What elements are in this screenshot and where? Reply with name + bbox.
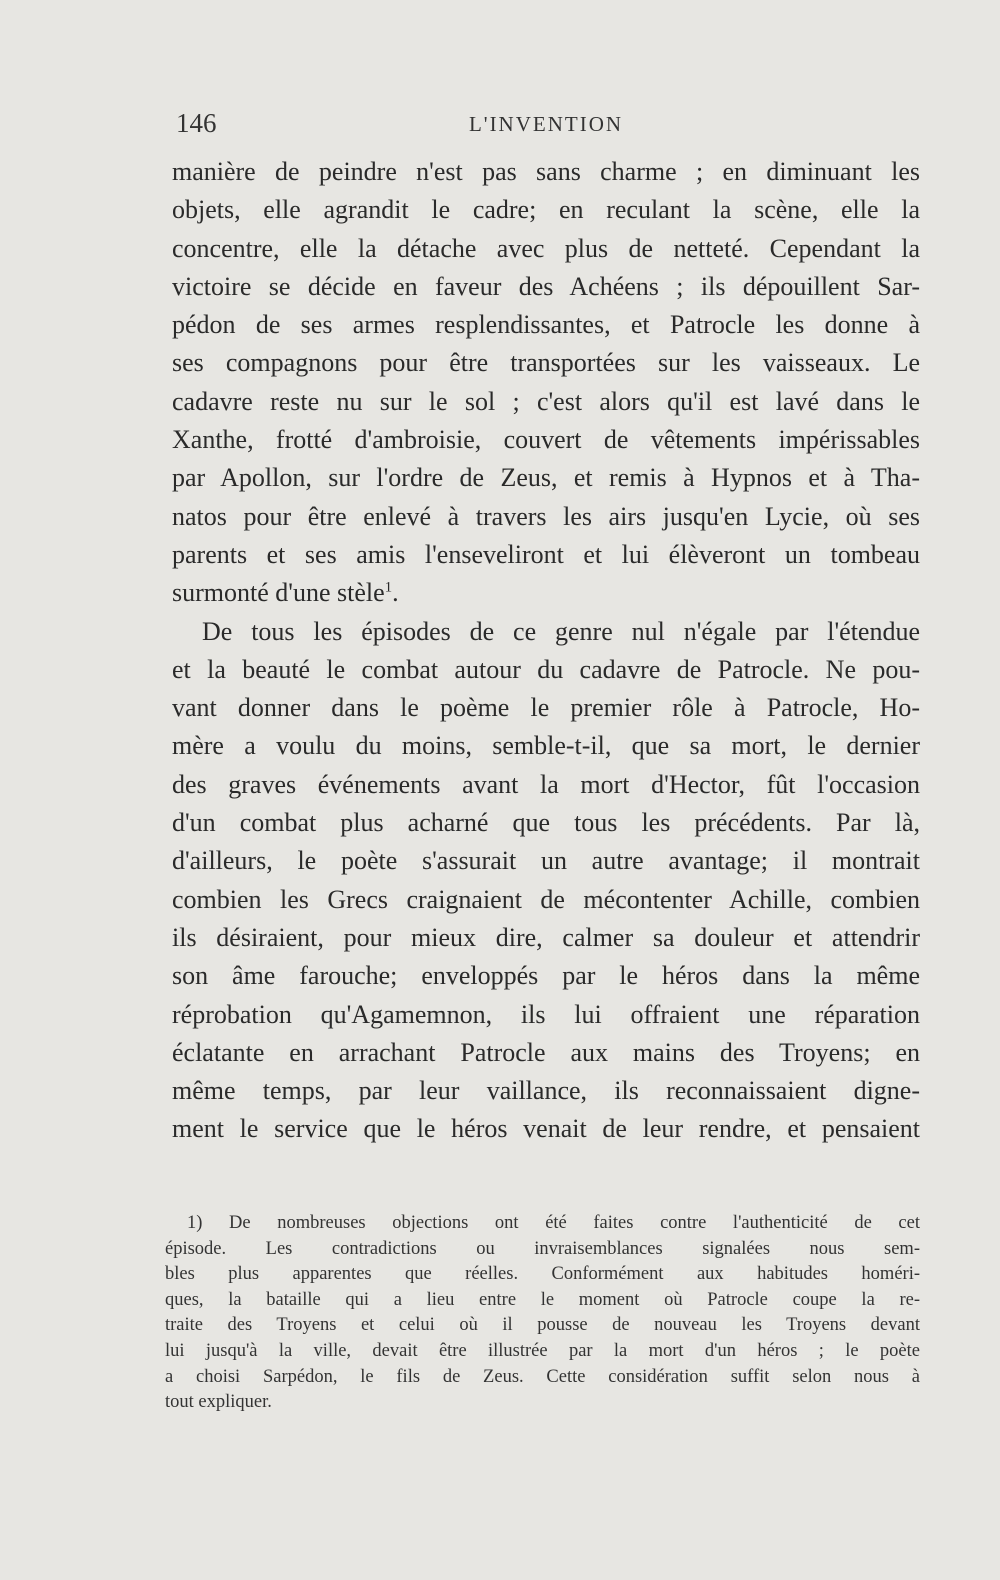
body-line: réprobation qu'Agamemnon, ils lui offraient une réparation: [172, 999, 920, 1029]
body-line: cadavre reste nu sur le sol ; c'est alors qu'il est lavé dans le: [172, 386, 920, 416]
footnote-reference: 1: [384, 579, 393, 596]
body-text: [172, 153, 920, 1149]
body-line-text: surmonté d'une stèle: [172, 578, 385, 608]
body-line: manière de peindre n'est pas sans charme ; en diminuant les: [172, 157, 920, 186]
body-line: ils désiraient, pour mieux dire, calmer sa douleur et attendrir: [172, 922, 920, 952]
body-line: son âme farouche; enveloppés par le héros dans la même: [172, 961, 920, 991]
sentence-period: .: [392, 578, 399, 608]
footnote-line: traite des Troyens et celui où il pousse de nouveau les Troyens devant: [165, 1315, 920, 1336]
body-line: natos pour être enlevé à travers les airs jusqu'en Lycie, où ses: [172, 501, 920, 531]
body-line: mère a voulu du moins, semble-t-il, que sa mort, le dernier: [172, 731, 920, 761]
body-line: Xanthe, frotté d'ambroisie, couvert de vêtements impérissables: [172, 425, 920, 455]
running-title: L'INVENTION: [468, 112, 624, 136]
body-line: pédon de ses armes resplendissantes, et Patrocle les donne à: [172, 310, 920, 340]
body-line: d'ailleurs, le poète s'assurait un autre avantage; il montrait: [172, 846, 920, 876]
body-line: objets, elle agrandit le cadre; en reculant la scène, elle la: [172, 195, 920, 225]
body-line: par Apollon, sur l'ordre de Zeus, et remis à Hypnos et à Tha-: [172, 463, 920, 493]
body-line: combien les Grecs craignaient de mécontenter Achille, combien: [172, 884, 920, 914]
body-line: et la beauté le combat autour du cadavre de Patrocle. Ne pou-: [172, 654, 920, 684]
body-line: éclatante en arrachant Patrocle aux mains des Troyens; en: [172, 1037, 920, 1067]
body-line: d'un combat plus acharné que tous les précédents. Par là,: [172, 808, 920, 838]
paragraph-end-line: [172, 574, 920, 612]
footnote-line: bles plus apparentes que réelles. Conformément aux habitudes homéri-: [165, 1264, 920, 1285]
footnote-line: 1) De nombreuses objections ont été faites contre l'authenticité de cet: [187, 1213, 920, 1233]
body-line: concentre, elle la détache avec plus de netteté. Cependant la: [172, 233, 920, 263]
body-line: des graves événements avant la mort d'Hector, fût l'occasion: [172, 769, 920, 799]
page-number: 146: [176, 108, 217, 138]
footnote: [165, 1211, 920, 1416]
running-head: [172, 108, 920, 138]
body-line: ment le service que le héros venait de leur rendre, et pensaient: [172, 1114, 920, 1144]
body-line: vant donner dans le poème le premier rôle à Patrocle, Ho-: [172, 693, 920, 723]
body-line: même temps, par leur vaillance, ils reconnaissaient digne-: [172, 1076, 920, 1106]
footnote-line: a choisi Sarpédon, le fils de Zeus. Cette considération suffit selon nous à: [165, 1366, 920, 1387]
footnote-line: épisode. Les contradictions ou invraisemblances signalées nous sem-: [165, 1238, 920, 1259]
footnote-line: lui jusqu'à la ville, devait être illustrée par la mort d'un héros ; le poète: [165, 1340, 920, 1361]
body-line: victoire se décide en faveur des Achéens ; ils dépouillent Sar-: [172, 271, 920, 301]
body-line: De tous les épisodes de ce genre nul n'égale par l'étendue: [202, 616, 920, 646]
body-line: ses compagnons pour être transportées sur les vaisseaux. Le: [172, 348, 920, 378]
footnote-line: ques, la bataille qui a lieu entre le moment où Patrocle coupe la re-: [165, 1289, 920, 1310]
body-line: parents et ses amis l'enseveliront et lui élèveront un tombeau: [172, 539, 920, 569]
footnote-line: tout expliquer.: [165, 1392, 272, 1413]
